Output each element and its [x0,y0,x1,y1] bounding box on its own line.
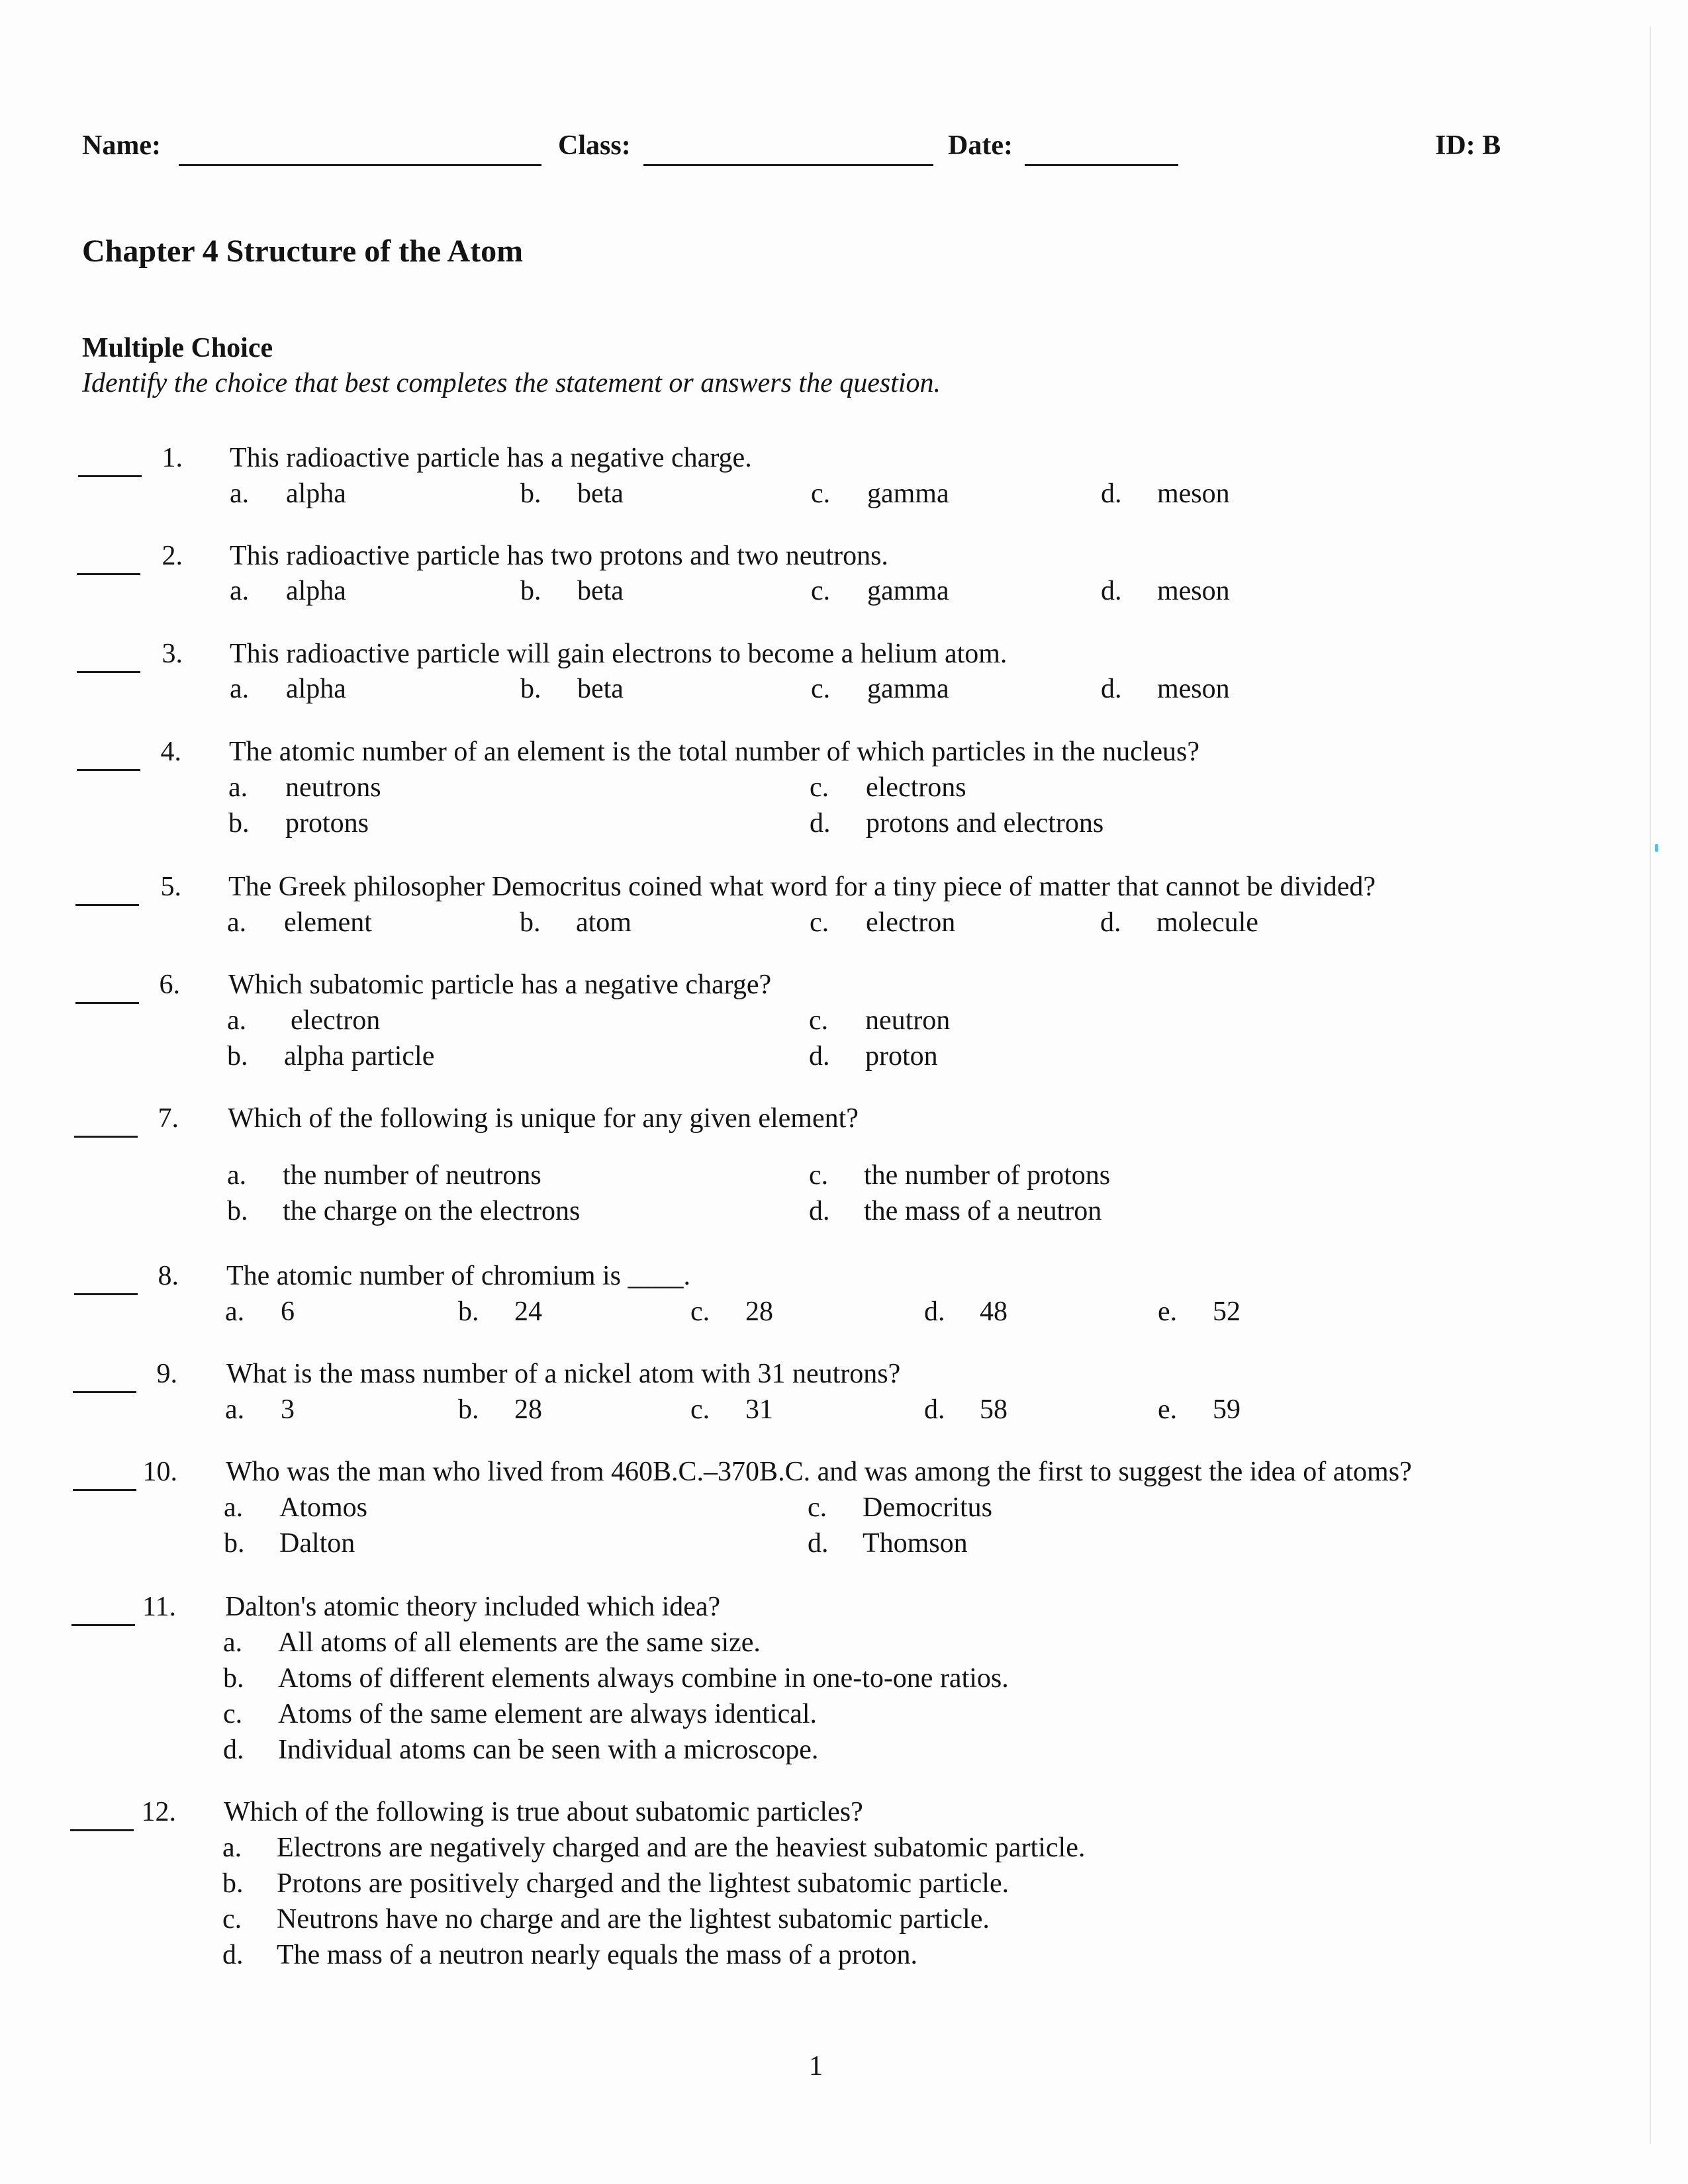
choice-text: protons [285,808,369,839]
date-field[interactable] [1025,164,1178,166]
choice-text: electrons [866,772,966,803]
answer-blank[interactable] [74,1293,138,1295]
question-number: 6. [159,970,180,1000]
choice-letter: b. [227,1196,248,1226]
question-text: Which subatomic particle has a negative charge? [228,970,772,1000]
choice-text: Individual atoms can be seen with a microscope. [278,1735,819,1765]
choice-letter: b. [520,478,541,509]
choice-letter: c. [222,1904,242,1934]
answer-blank[interactable] [77,573,140,575]
id-label: ID: B [1435,130,1501,161]
choice-letter: b. [520,576,541,606]
choice-text: Atoms of different elements always combine in one-to-one ratios. [278,1663,1009,1694]
choice-text: gamma [867,576,949,606]
choice-letter: c. [690,1297,710,1327]
choice-text: beta [577,674,624,704]
scan-edge [1650,26,1651,2144]
question-number: 3. [162,639,183,669]
choice-letter: b. [222,1868,244,1899]
date-label: Date: [948,130,1013,161]
answer-blank[interactable] [70,1829,134,1831]
class-label: Class: [558,130,631,161]
question-number: 9. [156,1359,177,1389]
choice-text: element [284,907,372,938]
choice-text: 24 [514,1297,542,1327]
question-text: The atomic number of chromium is ____. [226,1261,691,1291]
choice-letter: d. [1101,478,1122,509]
question-number: 12. [141,1797,176,1827]
choice-letter: a. [230,674,250,704]
answer-blank[interactable] [77,671,140,673]
choice-text: 52 [1213,1297,1241,1327]
question-number: 2. [162,541,183,571]
choice-text: neutrons [285,772,381,803]
choice-text: atom [576,907,632,938]
question-text: The atomic number of an element is the total number of which particles in the nucleus? [229,737,1200,767]
choice-text: the charge on the electrons [283,1196,581,1226]
choice-letter: a. [223,1627,243,1658]
question-text: Which of the following is unique for any given element? [228,1103,859,1134]
choice-letter: c. [811,576,831,606]
choice-text: meson [1157,674,1230,704]
class-field[interactable] [643,164,933,166]
question-number: 4. [160,737,181,767]
choice-letter: d. [808,1528,829,1559]
choice-letter: d. [809,1041,830,1071]
choice-text: Neutrons have no charge and are the lightest subatomic particle. [277,1904,990,1934]
choice-text: meson [1157,576,1230,606]
choice-text: gamma [867,674,949,704]
choice-text: 58 [980,1394,1008,1425]
choice-letter: d. [222,1940,244,1970]
choice-text: meson [1157,478,1230,509]
choice-text: Protons are positively charged and the lightest subatomic particle. [277,1868,1009,1899]
question-text: Who was the man who lived from 460B.C.–370B.C. and was among the first to suggest the idea of atoms? [226,1457,1412,1487]
choice-letter: b. [458,1297,479,1327]
question-number: 5. [160,872,181,902]
choice-text: 48 [980,1297,1008,1327]
answer-blank[interactable] [78,475,142,477]
choice-text: beta [577,478,624,509]
question-number: 11. [142,1592,176,1622]
choice-text: 28 [745,1297,773,1327]
choice-text: Dalton [279,1528,355,1559]
choice-text: the number of protons [864,1160,1111,1191]
choice-letter: b. [228,808,250,839]
choice-text: protons and electrons [866,808,1104,839]
choice-letter: a. [222,1833,242,1863]
choice-text: Democritus [863,1492,992,1523]
choice-text: electron [291,1005,381,1036]
choice-letter: c. [690,1394,710,1425]
choice-letter: d. [1101,674,1122,704]
choice-letter: c. [809,1005,829,1036]
choice-text: alpha [286,674,346,704]
choice-text: gamma [867,478,949,509]
question-text: This radioactive particle will gain electrons to become a helium atom. [230,639,1008,669]
choice-letter: b. [223,1663,244,1694]
answer-blank[interactable] [75,904,139,906]
name-label: Name: [82,130,161,161]
choice-letter: a. [230,478,250,509]
choice-letter: c. [223,1699,243,1729]
choice-letter: a. [228,772,248,803]
question-text: Dalton's atomic theory included which idea? [225,1592,721,1622]
choice-text: 31 [745,1394,773,1425]
choice-text: 28 [514,1394,542,1425]
answer-blank[interactable] [74,1136,138,1138]
choice-text: alpha [286,478,346,509]
page-title: Chapter 4 Structure of the Atom [82,234,524,269]
choice-letter: e. [1158,1394,1178,1425]
section-instructions: Identify the choice that best completes the statement or answers the question. [82,368,941,398]
choice-letter: c. [810,772,829,803]
choice-letter: d. [1100,907,1121,938]
choice-letter: a. [230,576,250,606]
choice-letter: c. [811,478,831,509]
choice-text: electron [866,907,956,938]
question-text: This radioactive particle has two protons and two neutrons. [230,541,888,571]
choice-letter: d. [809,1196,830,1226]
choice-letter: b. [520,674,541,704]
question-text: The Greek philosopher Democritus coined what word for a tiny piece of matter that cannot be divided? [228,872,1376,902]
choice-text: 3 [281,1394,295,1425]
choice-text: Atoms of the same element are always identical. [278,1699,818,1729]
choice-text: neutron [865,1005,951,1036]
choice-text: molecule [1156,907,1258,938]
answer-blank[interactable] [73,1391,136,1393]
choice-text: 59 [1213,1394,1241,1425]
answer-blank[interactable] [73,1489,136,1491]
section-title: Multiple Choice [82,333,273,363]
choice-letter: d. [924,1297,945,1327]
choice-text: All atoms of all elements are the same size. [278,1627,761,1658]
answer-blank[interactable] [71,1624,135,1626]
choice-text: 6 [281,1297,295,1327]
choice-letter: d. [924,1394,945,1425]
choice-letter: a. [225,1394,245,1425]
choice-letter: c. [811,674,831,704]
scan-speck [1655,844,1658,852]
question-number: 8. [158,1261,179,1291]
page-number: 1 [809,2051,823,2081]
choice-letter: b. [520,907,541,938]
question-text: What is the mass number of a nickel atom with 31 neutrons? [226,1359,901,1389]
question-text: Which of the following is true about subatomic particles? [224,1797,863,1827]
choice-text: Thomson [863,1528,968,1559]
choice-text: beta [577,576,624,606]
choice-text: alpha [286,576,346,606]
choice-letter: c. [809,1160,829,1191]
question-number: 10. [142,1457,177,1487]
choice-letter: b. [227,1041,248,1071]
choice-letter: d. [1101,576,1122,606]
question-number: 7. [158,1103,179,1134]
answer-blank[interactable] [77,769,140,771]
question-number: 1. [162,443,183,473]
question-text: This radioactive particle has a negative charge. [230,443,752,473]
choice-letter: d. [223,1735,244,1765]
choice-text: Atomos [279,1492,368,1523]
choice-letter: c. [808,1492,827,1523]
choice-letter: d. [810,808,831,839]
choice-letter: a. [224,1492,244,1523]
choice-text: the mass of a neutron [864,1196,1102,1226]
choice-letter: a. [227,907,247,938]
choice-letter: a. [227,1160,247,1191]
choice-text: proton [865,1041,938,1071]
choice-text: the number of neutrons [283,1160,541,1191]
choice-text: alpha particle [284,1041,435,1071]
choice-letter: a. [227,1005,247,1036]
choice-text: The mass of a neutron nearly equals the mass of a proton. [277,1940,918,1970]
choice-text: Electrons are negatively charged and are the heaviest subatomic particle. [277,1833,1086,1863]
choice-letter: a. [225,1297,245,1327]
choice-letter: b. [224,1528,245,1559]
choice-letter: b. [458,1394,479,1425]
answer-blank[interactable] [75,1002,139,1004]
choice-letter: e. [1158,1297,1178,1327]
choice-letter: c. [810,907,829,938]
name-field[interactable] [179,164,541,166]
